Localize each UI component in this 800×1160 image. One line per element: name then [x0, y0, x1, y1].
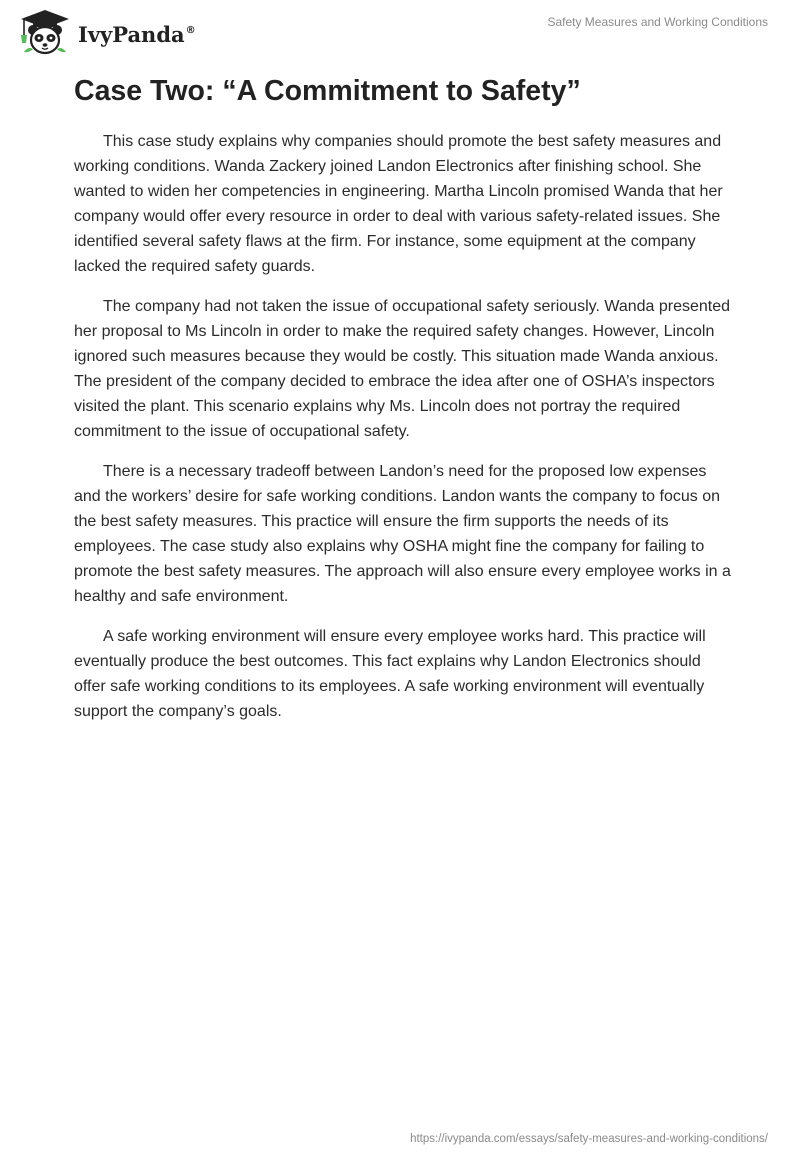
paragraph-2: The company had not taken the issue of occupational safety seriously. Wanda presented her proposal to Ms Lincoln in order to make the required safety changes. However, Lincoln ignored such measures because they would be costly. This situation made Wanda anxious. The president of the company decided to embrace the idea after one of OSHA’s inspectors visited the plant. This scenario explains why Ms. Lincoln does not portray the required commitment to the issue of occupational safety.: [74, 298, 731, 440]
ivypanda-logo[interactable]: [14, 8, 196, 56]
page-header: [0, 0, 800, 60]
brand-name: IvyPanda®: [78, 21, 196, 47]
article-title: Case Two: “A Commitment to Safety”: [74, 75, 581, 107]
panda-graduate-icon: [14, 8, 76, 56]
paragraph-4: A safe working environment will ensure every employee works hard. This practice will eventually produce the best outcomes. This fact explains why Landon Electronics should offer safe working conditions to its employees. A safe working environment will eventually support the company’s goals.: [74, 628, 706, 720]
paragraph-1: This case study explains why companies should promote the best safety measures and working conditions. Wanda Zackery joined Landon Electronics after finishing school. She wanted to widen her competencies in engineering. Martha Lincoln promised Wanda that her company would offer every resource in order to deal with various safety-related issues. She identified several safety flaws at the firm. For instance, some equipment at the company lacked the required safety guards.: [74, 133, 723, 275]
article-body: [74, 70, 734, 739]
running-header-title: Safety Measures and Working Conditions: [547, 15, 768, 29]
source-url-link[interactable]: https://ivypanda.com/essays/safety-measures-and-working-conditions/: [410, 1133, 768, 1145]
registered-mark: ®: [185, 24, 196, 36]
paragraph-3: There is a necessary tradeoff between Landon’s need for the proposed low expenses and the workers’ desire for safe working conditions. Landon wants the company to focus on the best safety measures. This practice will ensure the firm supports the needs of its employees. The case study also explains why OSHA might fine the company for failing to promote the best safety measures. The approach will also ensure every employee works in a healthy and safe environment.: [74, 463, 731, 605]
